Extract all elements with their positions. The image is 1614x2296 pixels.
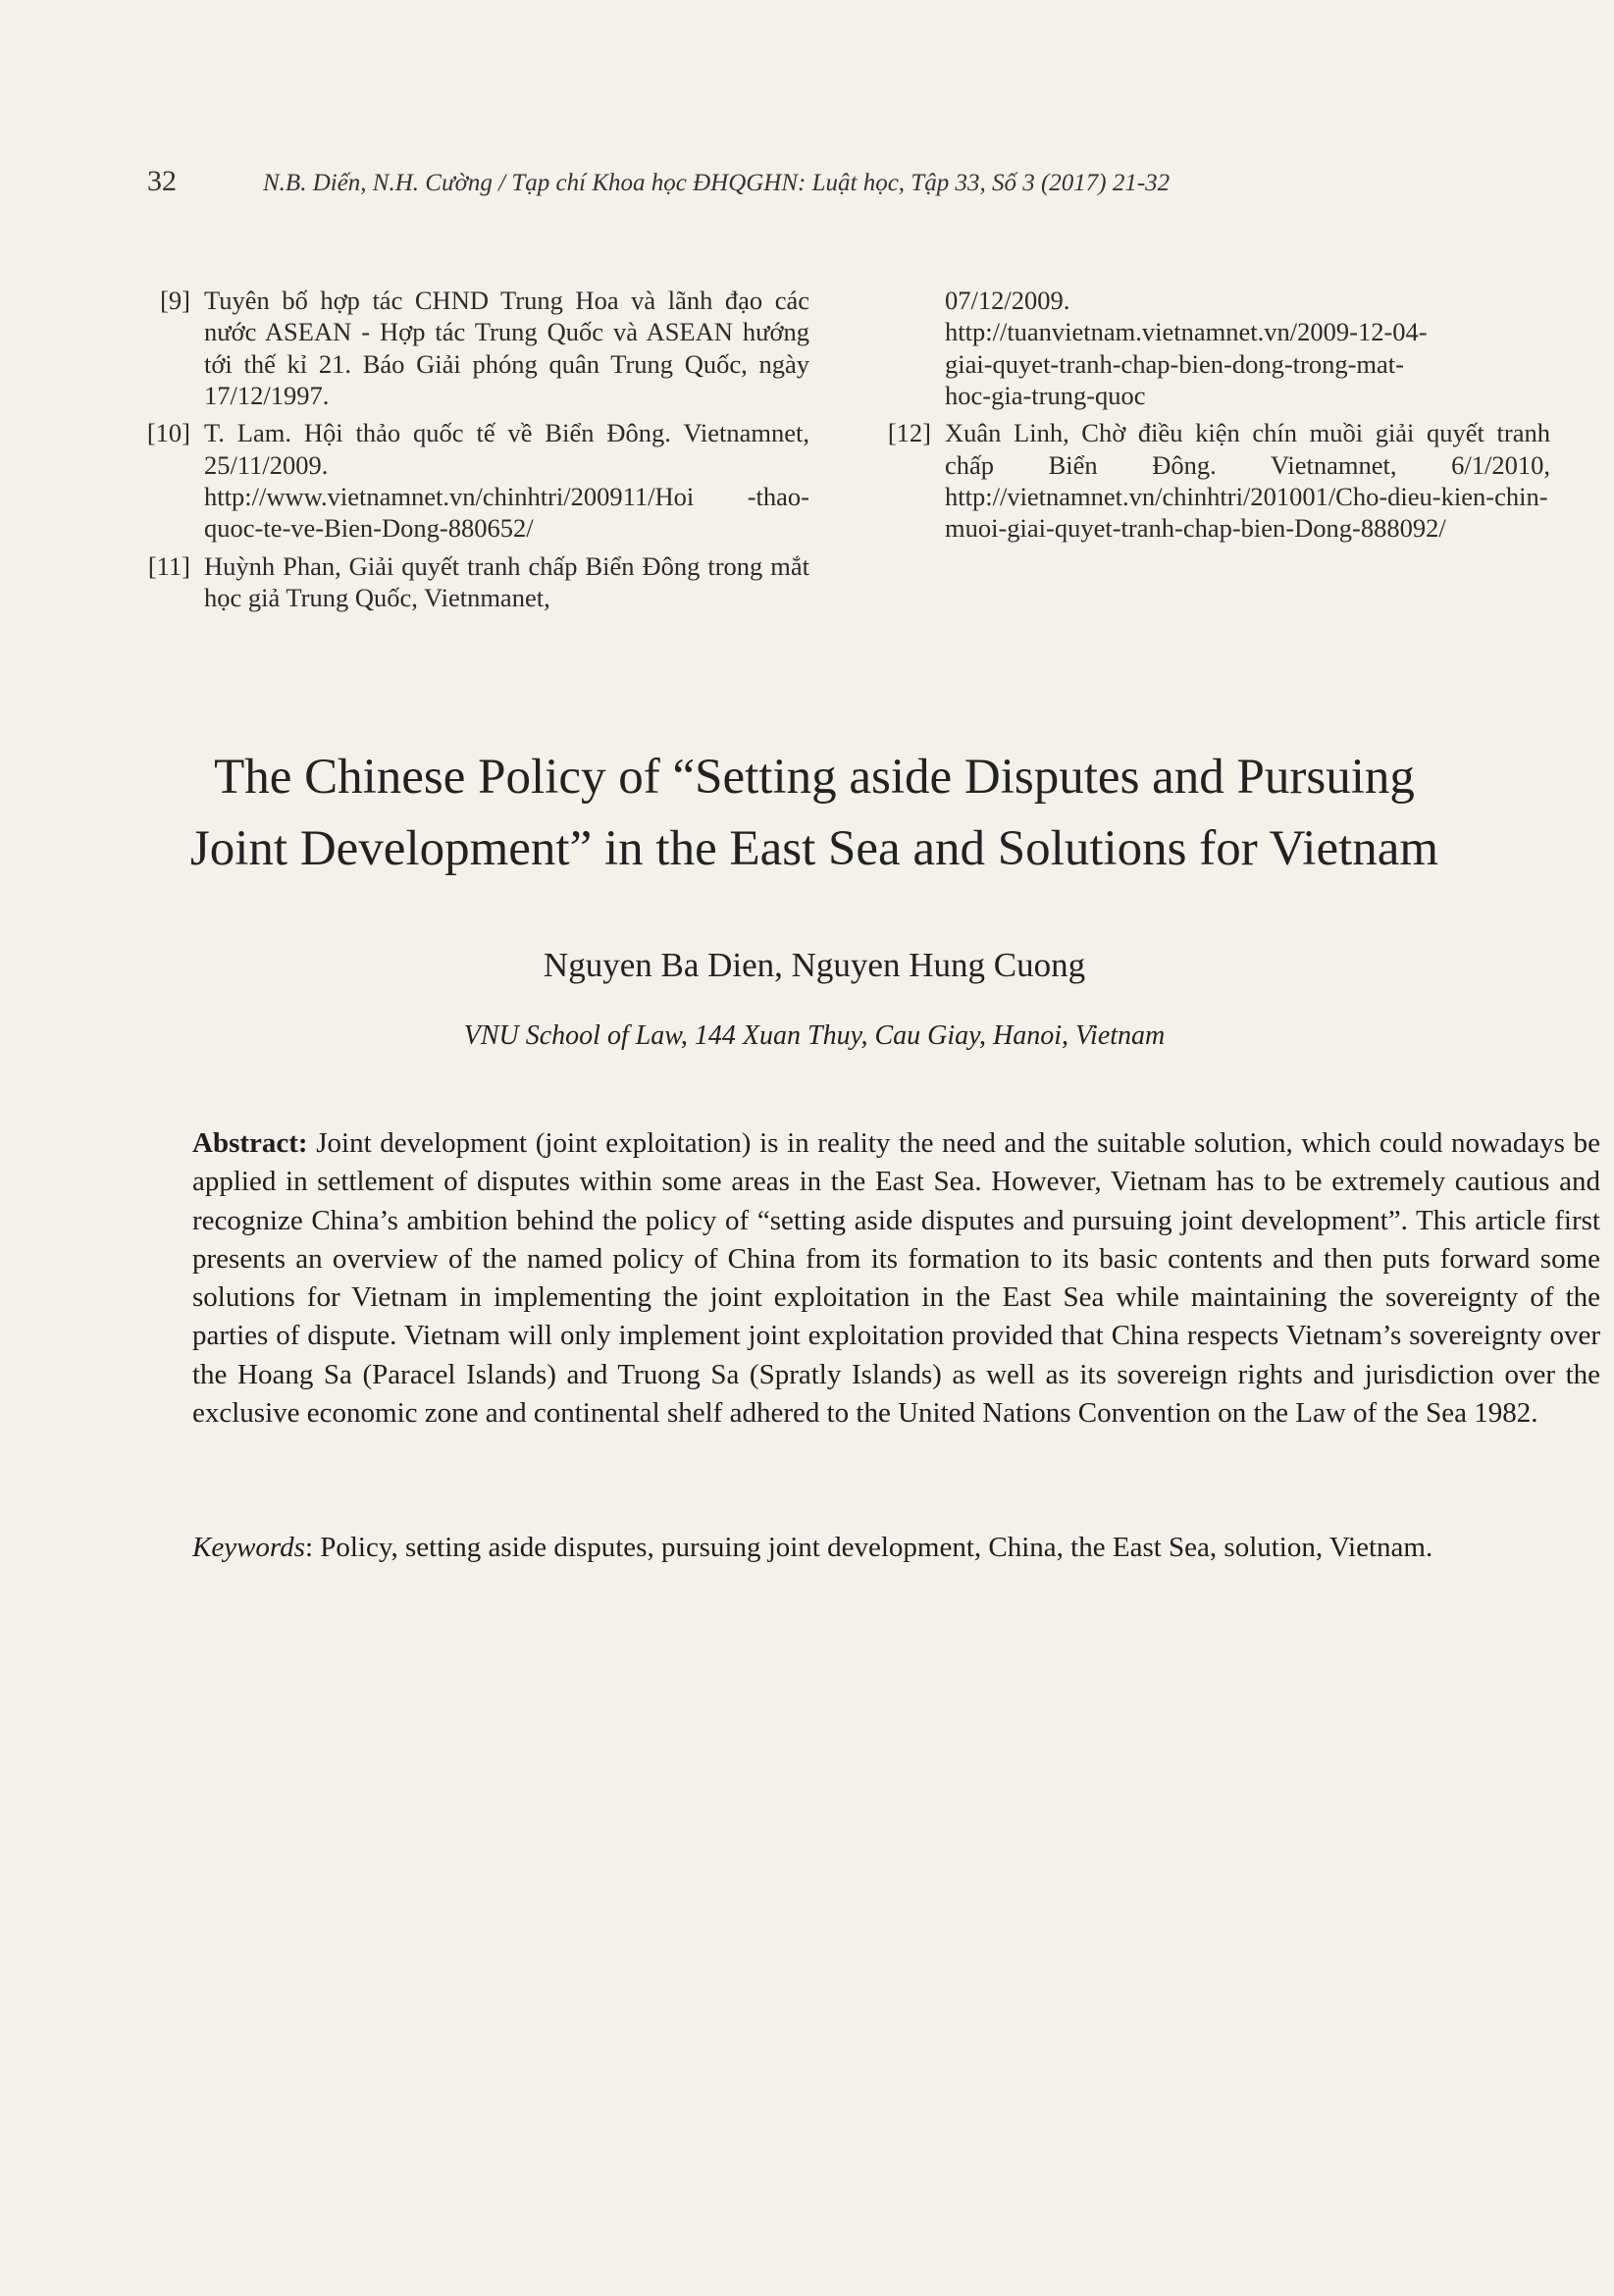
reference-text: T. Lam. Hội thảo quốc tế về Biển Đông. Vietnamnet, 25/11/2009. http://www.vietnamnet.vn/chinhtri/200911/Hoi -thao-quoc-te-ve-Bien-Dong-880652/: [204, 418, 809, 544]
reference-text: Xuân Linh, Chờ điều kiện chín muồi giải quyết tranh chấp Biển Đông. Vietnamnet, 6/1/2010, http://vietnamnet.vn/chinhtri/201001/Cho-dieu-kien-chin-muoi-giai-quyet-tranh-chap-bien-Dong-888092/: [945, 418, 1550, 544]
abstract-label: Abstract:: [192, 1127, 308, 1159]
reference-text: Huỳnh Phan, Giải quyết tranh chấp Biển Đông trong mắt học giả Trung Quốc, Vietnmanet,: [204, 550, 809, 612]
reference-number: [9]: [160, 286, 190, 315]
abstract-text: Joint development (joint exploitation) is in reality the need and the suitable solution, which could nowadays be applied in settlement of disputes within some areas in the East Sea. However, Vietnam has to be extremely cautious and recognize China’s ambition behind the policy of “setting aside disputes and pursuing joint development”. This article first presents an overview of the named policy of China from its formation to its basic contents and then puts forward some solutions for Vietnam in implementing the joint exploitation in the East Sea while maintaining the sovereignty of the parties of dispute. Vietnam will only implement joint exploitation provided that China respects Vietnam’s sovereignty over the Hoang Sa (Paracel Islands) and Truong Sa (Spratly Islands) as well as its sovereign rights and jurisdiction over the exclusive economic zone and continental shelf adhered to the United Nations Convention on the Law of the Sea 1982.: [192, 1127, 1601, 1429]
references-right-column: [883, 285, 1550, 550]
page-number: 32: [147, 165, 177, 197]
reference-number: [11]: [147, 550, 190, 581]
article-title-line: Joint Development” in the East Sea and Solutions for Vietnam: [189, 820, 1439, 876]
reference-item: [883, 417, 1550, 544]
reference-item: [142, 550, 809, 614]
author-affiliation: VNU School of Law, 144 Xuan Thuy, Cau Giay, Hanoi, Vietnam: [463, 1020, 1166, 1051]
reference-item: [142, 417, 809, 544]
reference-item: [142, 285, 809, 411]
article-authors: Nguyen Ba Dien, Nguyen Hung Cuong: [543, 946, 1086, 984]
article-title-line: The Chinese Policy of “Setting aside Disputes and Pursuing: [214, 750, 1415, 805]
reference-text: Tuyên bố hợp tác CHND Trung Hoa và lãnh đạo các nước ASEAN - Hợp tác Trung Quốc và ASEAN hướng tới thế kỉ 21. Báo Giải phóng quân Trung Quốc, ngày 17/12/1997.: [204, 286, 809, 410]
page-header: [147, 165, 1364, 198]
reference-continuation-line: hoc-gia-trung-quoc: [945, 380, 1146, 410]
reference-continuation-line: giai-quyet-tranh-chap-bien-dong-trong-mat-: [945, 348, 1404, 379]
references-left-column: [142, 285, 809, 619]
article-title: [118, 742, 1511, 885]
keywords-label: Keywords: [192, 1532, 305, 1563]
abstract-paragraph: [140, 1124, 1600, 1433]
reference-number: [12]: [887, 418, 931, 448]
reference-continuation-line: 07/12/2009.: [945, 286, 1070, 315]
keywords-text: : Policy, setting aside disputes, pursuing joint development, China, the East Sea, solution, Vietnam.: [304, 1532, 1433, 1563]
running-title: N.B. Diến, N.H. Cường / Tạp chí Khoa học ĐHQGHN: Luật học, Tập 33, Số 3 (2017) 21-32: [263, 170, 1171, 196]
keywords-paragraph: [140, 1529, 1600, 1567]
reference-continuation-line: http://tuanvietnam.vietnamnet.vn/2009-12-04-: [945, 317, 1428, 347]
reference-number: [10]: [146, 418, 190, 448]
reference-continuation: [883, 285, 1550, 411]
